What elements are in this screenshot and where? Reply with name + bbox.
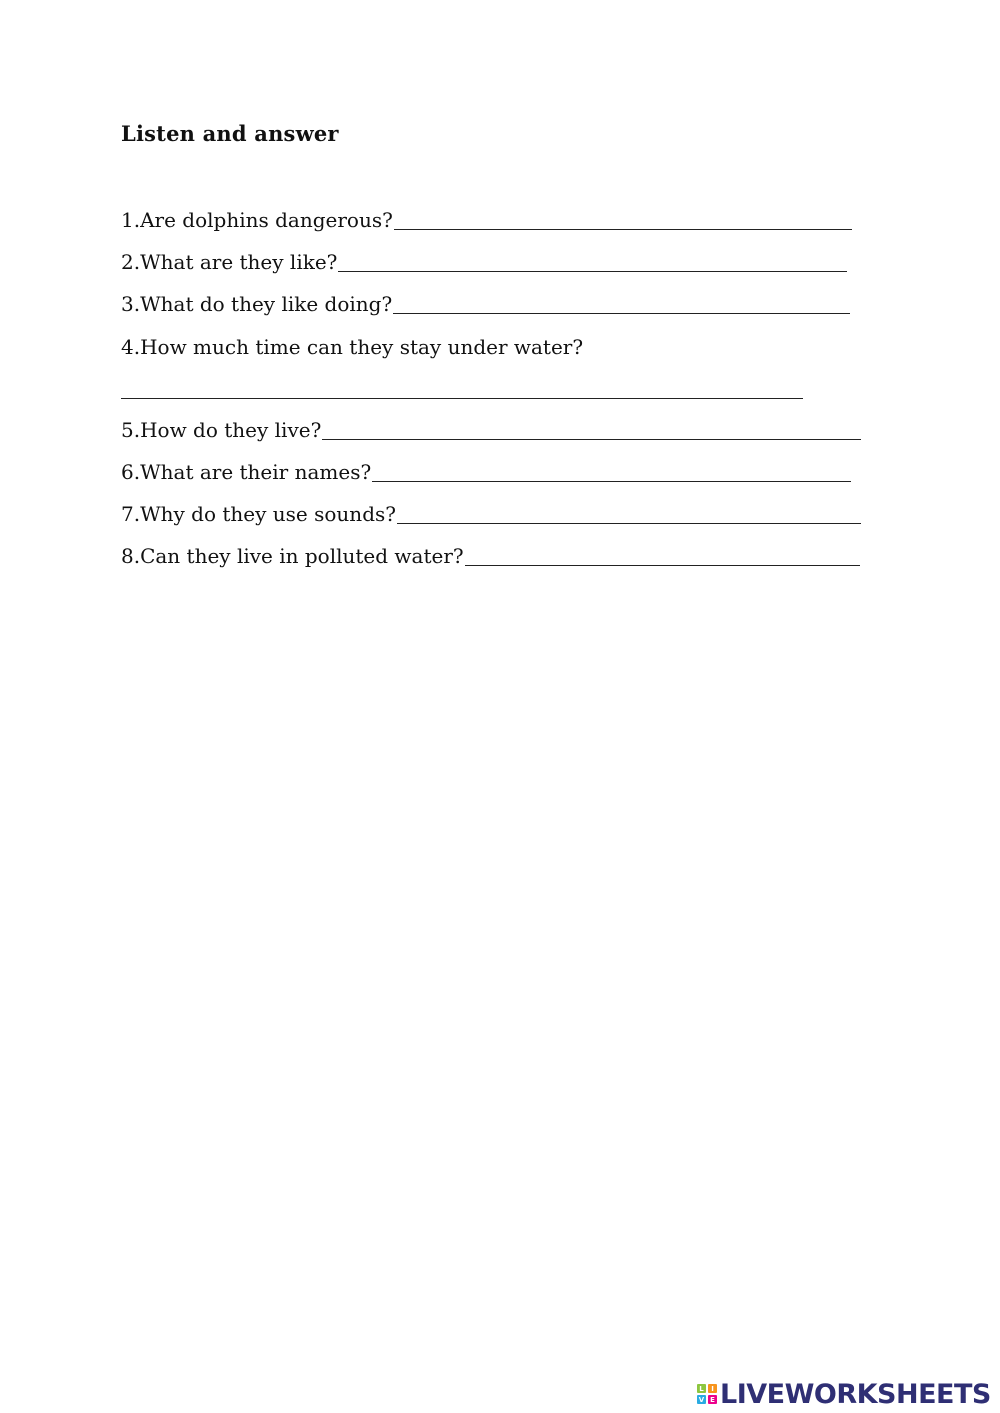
question-7-text: 7.Why do they use sounds? [121, 502, 396, 526]
liveworksheets-logo [697, 1378, 991, 1410]
answer-line-3[interactable] [393, 313, 850, 314]
question-3 [121, 285, 850, 317]
worksheet-heading: Listen and answer [121, 121, 339, 146]
answer-line-8[interactable] [465, 565, 860, 566]
question-1-text: 1.Are dolphins dangerous? [121, 208, 393, 232]
question-5-text: 5.How do they live? [121, 418, 322, 442]
question-8 [121, 537, 860, 569]
question-1 [121, 201, 852, 233]
logo-mark-letter: E [708, 1395, 717, 1404]
answer-line-7[interactable] [397, 523, 861, 524]
question-4 [121, 328, 681, 360]
answer-line-5[interactable] [322, 439, 861, 440]
answer-line-1[interactable] [394, 229, 852, 230]
answer-line-4[interactable] [121, 398, 803, 399]
question-6 [121, 453, 851, 485]
question-8-text: 8.Can they live in polluted water? [121, 544, 464, 568]
answer-line-6[interactable] [372, 481, 851, 482]
question-7 [121, 495, 861, 527]
logo-mark-letter: I [708, 1384, 717, 1393]
question-5 [121, 411, 861, 443]
answer-line-2[interactable] [338, 271, 847, 272]
question-4-text: 4.How much time can they stay under water? [121, 335, 584, 359]
liveworksheets-logo-text: LIVEWORKSHEETS [720, 1378, 991, 1410]
question-2-text: 2.What are they like? [121, 250, 338, 274]
logo-mark-letter: V [698, 1395, 705, 1404]
logo-mark-letter: L [697, 1384, 706, 1393]
question-2 [121, 243, 847, 275]
question-3-text: 3.What do they like doing? [121, 292, 393, 316]
liveworksheets-logo-icon [697, 1384, 717, 1404]
question-6-text: 6.What are their names? [121, 460, 372, 484]
